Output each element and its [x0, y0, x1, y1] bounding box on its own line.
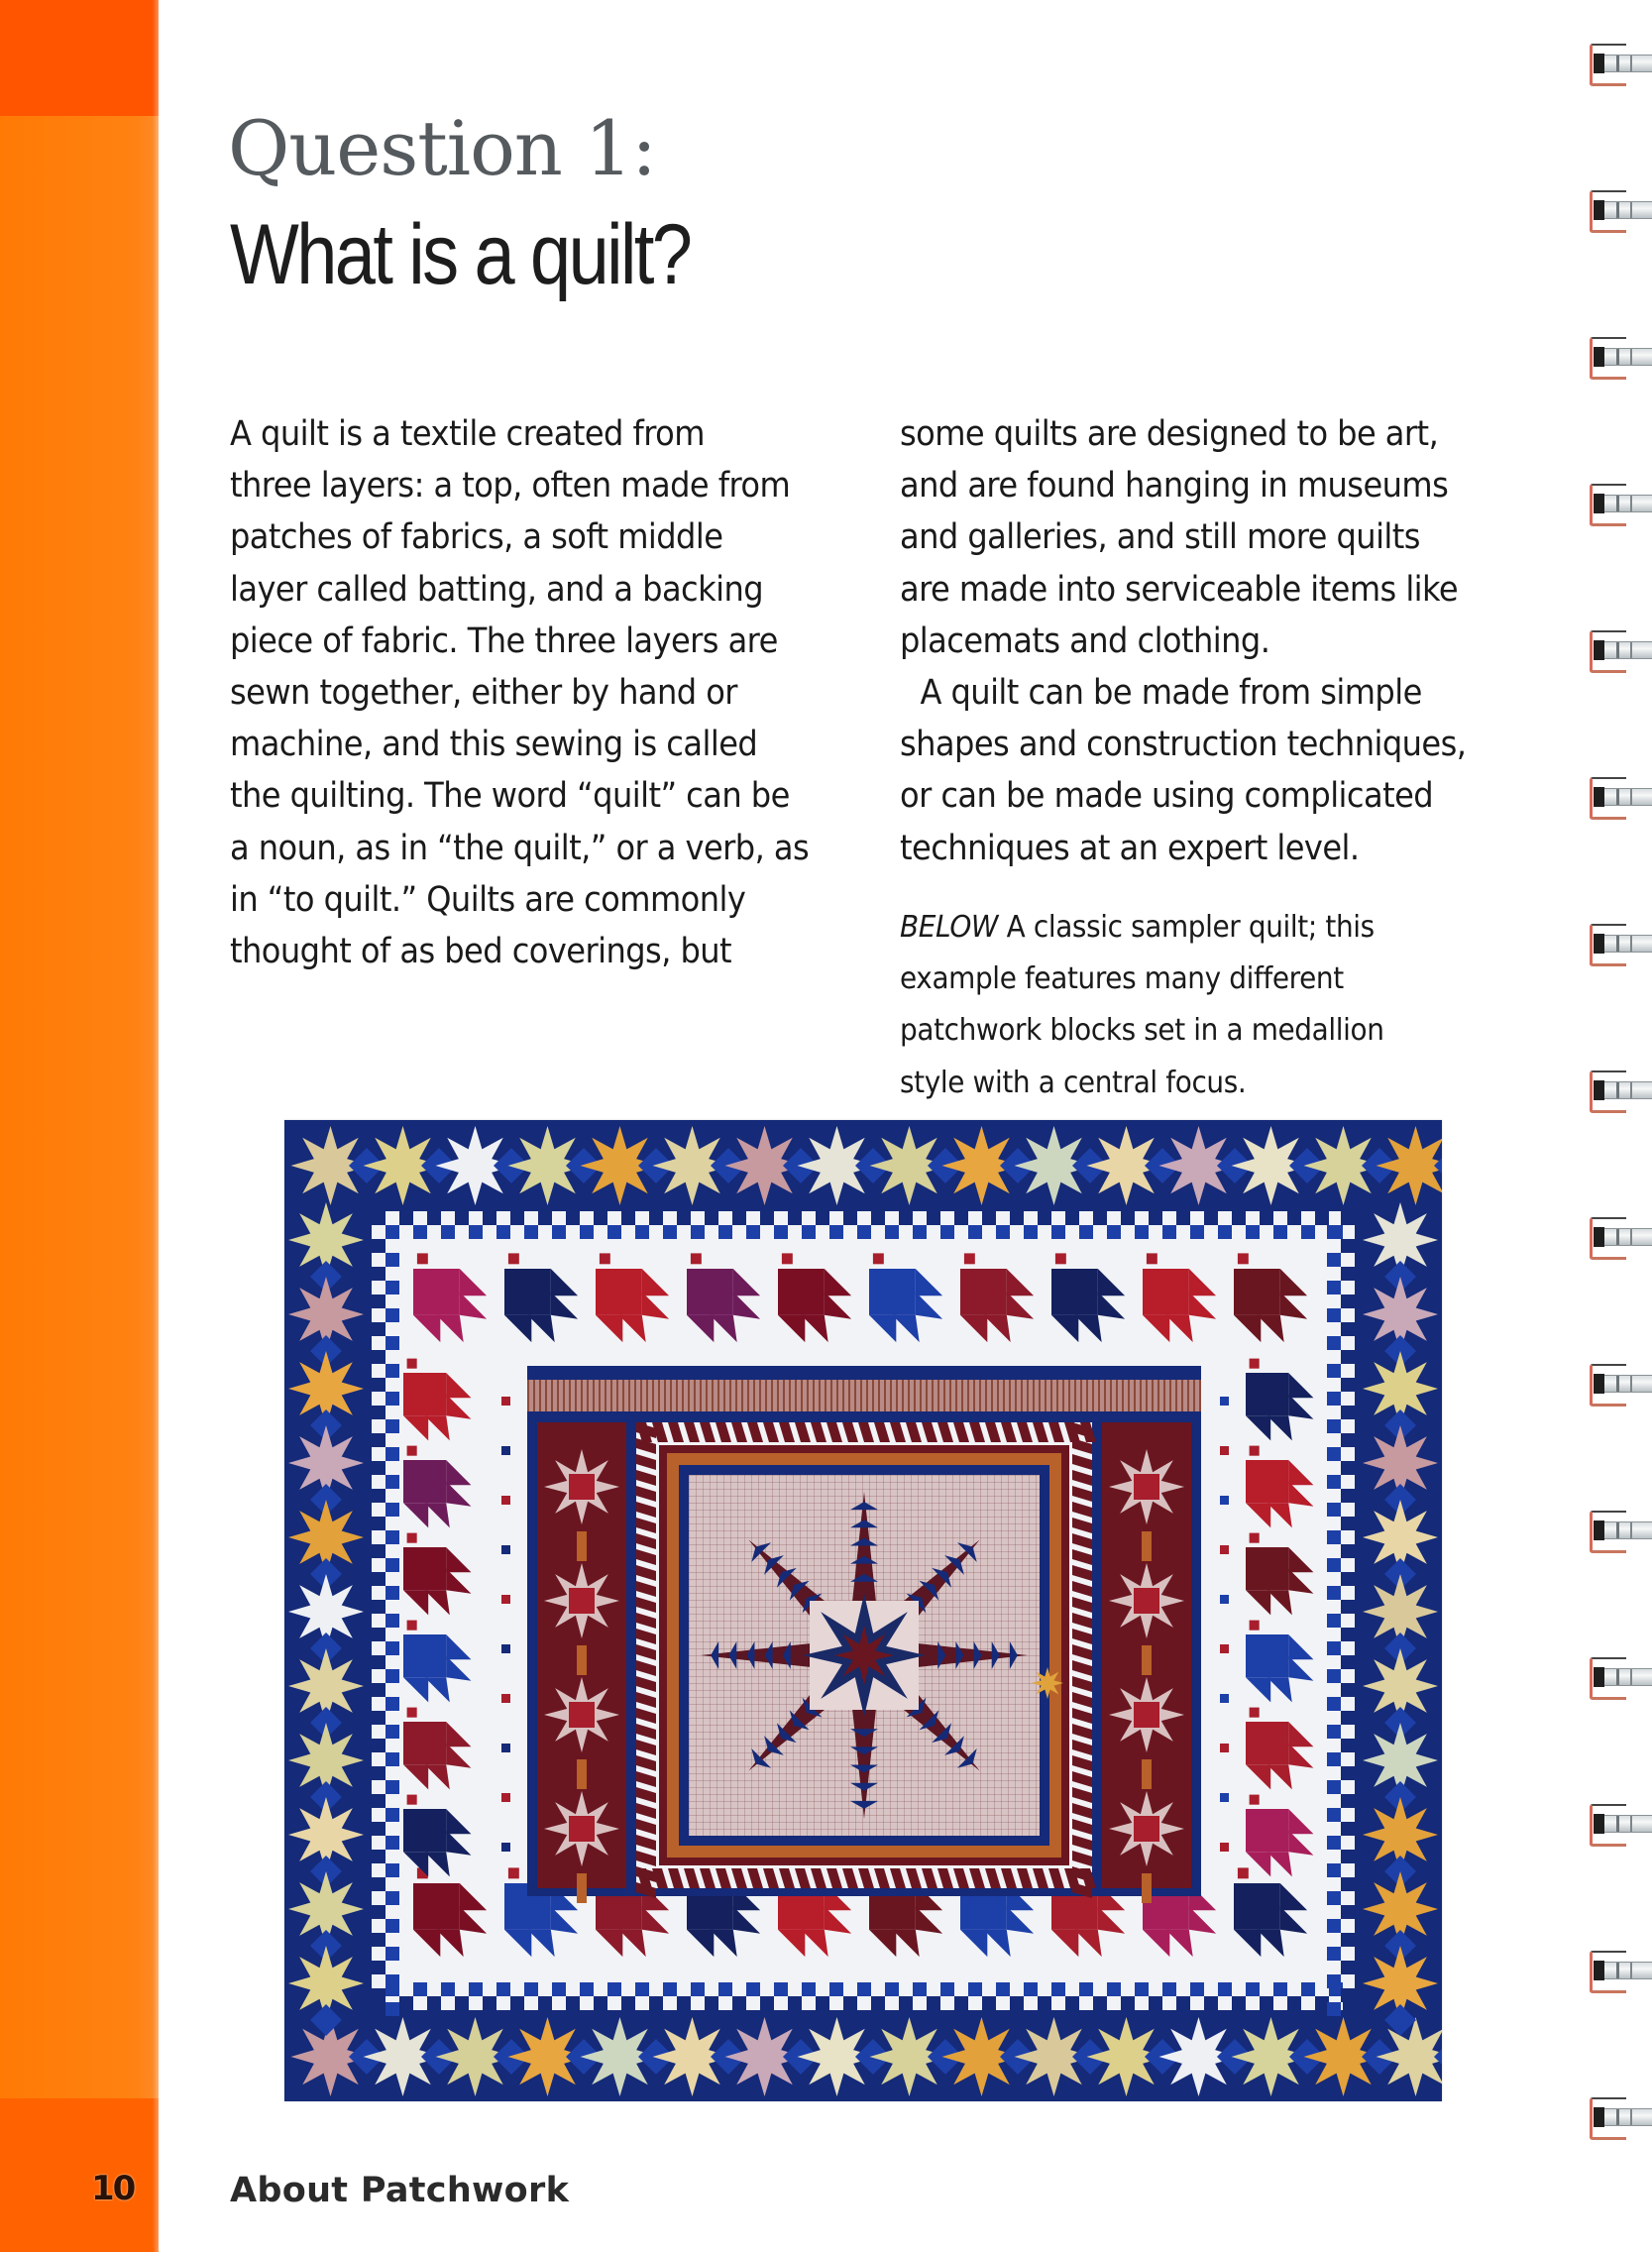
body-text-line: sewn together, either by hand or [230, 673, 737, 714]
body-column-left [230, 408, 864, 977]
spiral-ring-icon [1590, 773, 1645, 819]
body-text-line: patches of fabrics, a soft middle [230, 517, 723, 558]
side-bar-top-band [0, 0, 159, 116]
side-bar-bottom-band [0, 2098, 159, 2252]
body-text-line: layer called batting, and a backing [230, 569, 764, 610]
spiral-ring-icon [1590, 40, 1645, 85]
body-text-line: in “to quilt.” Quilts are commonly [230, 879, 746, 920]
caption-line: example features many different [900, 961, 1344, 997]
figure-caption [900, 902, 1455, 1109]
orange-side-bar [0, 0, 159, 2252]
page-number: 10 [91, 2169, 135, 2208]
body-text-line: A quilt can be made from simple [920, 673, 1422, 714]
spiral-ring-icon [1590, 1947, 1645, 1992]
page-title: What is a quilt? [230, 207, 691, 302]
side-bar-edge [153, 0, 159, 2252]
caption-line: style with a central focus. [900, 1065, 1247, 1100]
body-text-line: the quilting. The word “quilt” can be [230, 776, 790, 817]
body-text-line: some quilts are designed to be art, [900, 414, 1439, 454]
spiral-ring-icon [1590, 333, 1645, 379]
body-text-line: and galleries, and still more quilts [900, 517, 1420, 558]
body-text-line: placemats and clothing. [900, 620, 1270, 661]
spiral-ring-icon [1590, 2093, 1645, 2139]
body-text-line: piece of fabric. The three layers are [230, 620, 778, 661]
caption-line [900, 902, 1416, 954]
quilt-photo [284, 1120, 1442, 2101]
spiral-ring-icon [1590, 1360, 1645, 1406]
sampler-quilt-illustration [284, 1120, 1442, 2101]
body-text-line: three layers: a top, often made from [230, 466, 791, 507]
question-kicker: Question 1: [228, 104, 656, 192]
spiral-ring-icon [1590, 920, 1645, 965]
caption-line: patchwork blocks set in a medallion [900, 1013, 1384, 1049]
body-text-line: or can be made using complicated [900, 776, 1434, 817]
section-title-footer: About Patchwork [230, 2171, 570, 2210]
body-text-line: are made into serviceable items like [900, 569, 1459, 610]
spiral-ring-icon [1590, 1213, 1645, 1259]
spiral-ring-icon [1590, 186, 1645, 232]
caption-text: A classic sampler quilt; this [998, 910, 1375, 945]
spiral-ring-icon [1590, 480, 1645, 525]
caption-label: BELOW [900, 910, 999, 945]
spiral-ring-icon [1590, 1067, 1645, 1112]
spiral-ring-icon [1590, 1507, 1645, 1552]
spiral-binding [1584, 0, 1652, 2252]
body-text-line: a noun, as in “the quilt,” or a verb, as [230, 828, 810, 868]
body-text-line: machine, and this sewing is called [230, 725, 758, 765]
body-text-line: techniques at an expert level. [900, 828, 1360, 868]
body-text-line: and are found hanging in museums [900, 466, 1449, 507]
spiral-ring-icon [1590, 626, 1645, 672]
body-text-line: shapes and construction techniques, [900, 725, 1467, 765]
body-text-line: A quilt is a textile created from [230, 414, 705, 454]
body-text-line: thought of as bed coverings, but [230, 932, 732, 972]
spiral-ring-icon [1590, 1800, 1645, 1846]
spiral-ring-icon [1590, 1653, 1645, 1699]
body-column-right [900, 408, 1534, 874]
